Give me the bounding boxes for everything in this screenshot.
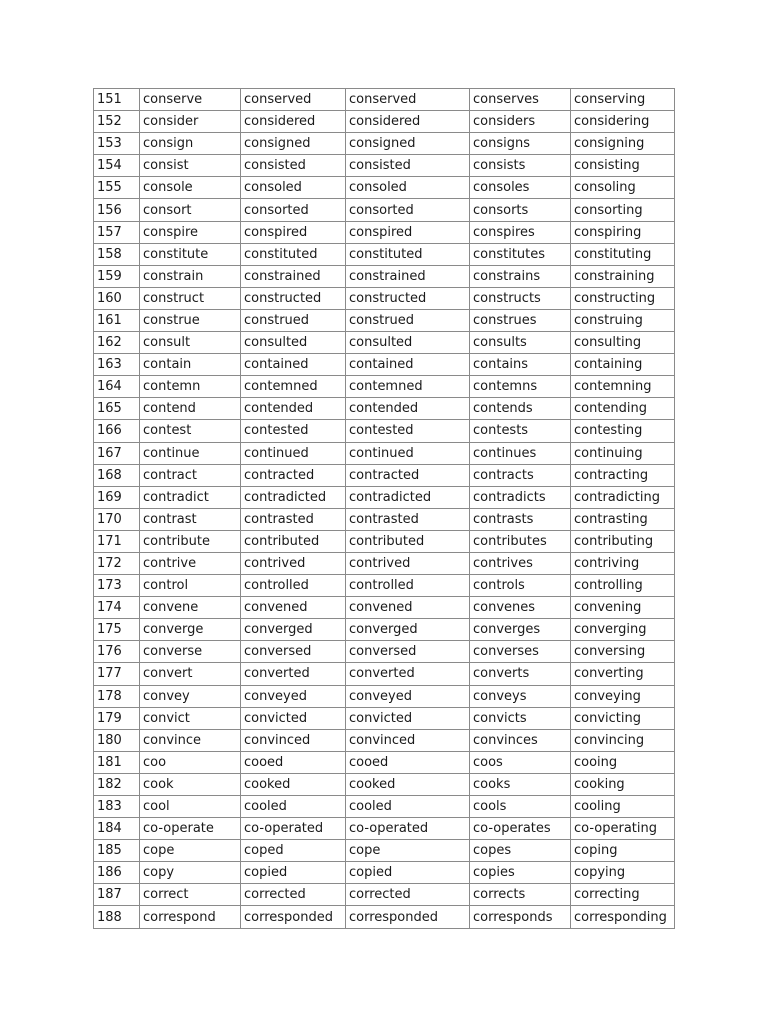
present-participle-cell: controlling [571,575,675,597]
row-number-cell: 176 [94,641,140,663]
base-form-cell: contend [140,398,241,420]
past-participle-cell: continued [346,442,470,464]
third-person-cell: corresponds [470,906,571,928]
table-row [94,442,675,464]
third-person-cell: coos [470,751,571,773]
table-row [94,508,675,530]
row-number-cell: 164 [94,376,140,398]
past-tense-cell: consigned [241,133,346,155]
past-participle-cell: cooked [346,773,470,795]
present-participle-cell: contesting [571,420,675,442]
present-participle-cell: contributing [571,530,675,552]
table-row [94,332,675,354]
row-number-cell: 181 [94,751,140,773]
row-number-cell: 174 [94,597,140,619]
row-number-cell: 153 [94,133,140,155]
third-person-cell: contains [470,354,571,376]
row-number-cell: 151 [94,89,140,111]
past-tense-cell: contested [241,420,346,442]
row-number-cell: 179 [94,707,140,729]
past-participle-cell: conserved [346,89,470,111]
row-number-cell: 186 [94,862,140,884]
present-participle-cell: correcting [571,884,675,906]
past-participle-cell: constituted [346,243,470,265]
table-row [94,729,675,751]
table-row [94,575,675,597]
base-form-cell: contribute [140,530,241,552]
past-participle-cell: converted [346,663,470,685]
base-form-cell: contract [140,464,241,486]
third-person-cell: contends [470,398,571,420]
base-form-cell: consult [140,332,241,354]
table-row [94,265,675,287]
past-tense-cell: coped [241,840,346,862]
row-number-cell: 177 [94,663,140,685]
row-number-cell: 180 [94,729,140,751]
third-person-cell: conserves [470,89,571,111]
base-form-cell: cope [140,840,241,862]
row-number-cell: 172 [94,552,140,574]
table-row [94,133,675,155]
present-participle-cell: cooling [571,796,675,818]
present-participle-cell: coping [571,840,675,862]
base-form-cell: continue [140,442,241,464]
base-form-cell: correct [140,884,241,906]
table-row [94,818,675,840]
present-participle-cell: copying [571,862,675,884]
past-participle-cell: contrasted [346,508,470,530]
table-row [94,906,675,928]
past-tense-cell: conversed [241,641,346,663]
row-number-cell: 166 [94,420,140,442]
row-number-cell: 168 [94,464,140,486]
table-row [94,89,675,111]
third-person-cell: consults [470,332,571,354]
table-row [94,309,675,331]
table-row [94,663,675,685]
base-form-cell: construct [140,287,241,309]
base-form-cell: construe [140,309,241,331]
row-number-cell: 171 [94,530,140,552]
present-participle-cell: contending [571,398,675,420]
base-form-cell: consort [140,199,241,221]
present-participle-cell: contracting [571,464,675,486]
base-form-cell: consider [140,111,241,133]
table-row [94,199,675,221]
present-participle-cell: conversing [571,641,675,663]
past-tense-cell: consoled [241,177,346,199]
present-participle-cell: cooing [571,751,675,773]
table-row [94,155,675,177]
base-form-cell: constitute [140,243,241,265]
base-form-cell: contradict [140,486,241,508]
past-tense-cell: consorted [241,199,346,221]
past-tense-cell: consisted [241,155,346,177]
row-number-cell: 173 [94,575,140,597]
present-participle-cell: considering [571,111,675,133]
base-form-cell: co-operate [140,818,241,840]
third-person-cell: copes [470,840,571,862]
third-person-cell: co-operates [470,818,571,840]
base-form-cell: consign [140,133,241,155]
past-participle-cell: contended [346,398,470,420]
base-form-cell: converge [140,619,241,641]
table-row [94,884,675,906]
base-form-cell: contest [140,420,241,442]
table-row [94,552,675,574]
past-tense-cell: contended [241,398,346,420]
base-form-cell: converse [140,641,241,663]
past-tense-cell: convened [241,597,346,619]
third-person-cell: converts [470,663,571,685]
past-participle-cell: contracted [346,464,470,486]
past-participle-cell: controlled [346,575,470,597]
past-tense-cell: continued [241,442,346,464]
base-form-cell: console [140,177,241,199]
table-row [94,221,675,243]
present-participle-cell: continuing [571,442,675,464]
present-participle-cell: contradicting [571,486,675,508]
past-participle-cell: convinced [346,729,470,751]
verb-forms-table [93,88,675,929]
present-participle-cell: convening [571,597,675,619]
row-number-cell: 183 [94,796,140,818]
third-person-cell: considers [470,111,571,133]
third-person-cell: controls [470,575,571,597]
present-participle-cell: corresponding [571,906,675,928]
past-participle-cell: conveyed [346,685,470,707]
past-participle-cell: conversed [346,641,470,663]
third-person-cell: consorts [470,199,571,221]
row-number-cell: 154 [94,155,140,177]
row-number-cell: 158 [94,243,140,265]
row-number-cell: 188 [94,906,140,928]
third-person-cell: convenes [470,597,571,619]
table-row [94,862,675,884]
table-row [94,707,675,729]
base-form-cell: contemn [140,376,241,398]
table-row [94,376,675,398]
third-person-cell: copies [470,862,571,884]
table-row [94,111,675,133]
third-person-cell: constructs [470,287,571,309]
verb-table-body [94,89,675,929]
past-participle-cell: corrected [346,884,470,906]
past-tense-cell: converted [241,663,346,685]
table-row [94,398,675,420]
past-tense-cell: contrived [241,552,346,574]
past-participle-cell: contrived [346,552,470,574]
present-participle-cell: co-operating [571,818,675,840]
row-number-cell: 155 [94,177,140,199]
base-form-cell: correspond [140,906,241,928]
past-tense-cell: copied [241,862,346,884]
table-row [94,751,675,773]
row-number-cell: 184 [94,818,140,840]
row-number-cell: 159 [94,265,140,287]
third-person-cell: contrasts [470,508,571,530]
present-participle-cell: consulting [571,332,675,354]
third-person-cell: contemns [470,376,571,398]
present-participle-cell: contrasting [571,508,675,530]
row-number-cell: 156 [94,199,140,221]
past-participle-cell: considered [346,111,470,133]
base-form-cell: consist [140,155,241,177]
past-tense-cell: contracted [241,464,346,486]
past-tense-cell: consulted [241,332,346,354]
third-person-cell: cooks [470,773,571,795]
row-number-cell: 169 [94,486,140,508]
table-row [94,597,675,619]
third-person-cell: consoles [470,177,571,199]
past-participle-cell: corresponded [346,906,470,928]
table-row [94,685,675,707]
third-person-cell: consigns [470,133,571,155]
row-number-cell: 157 [94,221,140,243]
table-row [94,420,675,442]
row-number-cell: 175 [94,619,140,641]
present-participle-cell: convicting [571,707,675,729]
present-participle-cell: converting [571,663,675,685]
past-participle-cell: consigned [346,133,470,155]
present-participle-cell: constructing [571,287,675,309]
base-form-cell: cool [140,796,241,818]
past-tense-cell: conspired [241,221,346,243]
base-form-cell: conspire [140,221,241,243]
present-participle-cell: conserving [571,89,675,111]
past-participle-cell: co-operated [346,818,470,840]
past-tense-cell: cooked [241,773,346,795]
row-number-cell: 162 [94,332,140,354]
base-form-cell: contrast [140,508,241,530]
past-participle-cell: contained [346,354,470,376]
third-person-cell: convinces [470,729,571,751]
third-person-cell: continues [470,442,571,464]
table-row [94,243,675,265]
past-tense-cell: constituted [241,243,346,265]
third-person-cell: contracts [470,464,571,486]
third-person-cell: constitutes [470,243,571,265]
past-participle-cell: converged [346,619,470,641]
third-person-cell: convicts [470,707,571,729]
past-participle-cell: contradicted [346,486,470,508]
table-row [94,773,675,795]
third-person-cell: converses [470,641,571,663]
past-participle-cell: contributed [346,530,470,552]
past-tense-cell: contrasted [241,508,346,530]
table-row [94,287,675,309]
base-form-cell: contain [140,354,241,376]
row-number-cell: 170 [94,508,140,530]
third-person-cell: construes [470,309,571,331]
third-person-cell: contrives [470,552,571,574]
present-participle-cell: contemning [571,376,675,398]
past-tense-cell: contributed [241,530,346,552]
third-person-cell: converges [470,619,571,641]
row-number-cell: 178 [94,685,140,707]
past-tense-cell: co-operated [241,818,346,840]
past-tense-cell: contemned [241,376,346,398]
present-participle-cell: constituting [571,243,675,265]
present-participle-cell: consoling [571,177,675,199]
base-form-cell: copy [140,862,241,884]
third-person-cell: conveys [470,685,571,707]
past-tense-cell: conserved [241,89,346,111]
past-tense-cell: controlled [241,575,346,597]
present-participle-cell: constraining [571,265,675,287]
past-participle-cell: cooed [346,751,470,773]
third-person-cell: corrects [470,884,571,906]
past-participle-cell: constructed [346,287,470,309]
past-participle-cell: consorted [346,199,470,221]
past-participle-cell: construed [346,309,470,331]
past-tense-cell: converged [241,619,346,641]
past-participle-cell: copied [346,862,470,884]
present-participle-cell: conspiring [571,221,675,243]
past-participle-cell: consoled [346,177,470,199]
base-form-cell: convene [140,597,241,619]
row-number-cell: 182 [94,773,140,795]
table-row [94,619,675,641]
third-person-cell: constrains [470,265,571,287]
table-row [94,840,675,862]
past-participle-cell: cooled [346,796,470,818]
present-participle-cell: cooking [571,773,675,795]
base-form-cell: cook [140,773,241,795]
present-participle-cell: consisting [571,155,675,177]
past-tense-cell: contained [241,354,346,376]
past-tense-cell: conveyed [241,685,346,707]
past-participle-cell: contested [346,420,470,442]
table-row [94,641,675,663]
past-participle-cell: consulted [346,332,470,354]
base-form-cell: convert [140,663,241,685]
table-row [94,177,675,199]
row-number-cell: 160 [94,287,140,309]
table-row [94,354,675,376]
table-row [94,464,675,486]
present-participle-cell: construing [571,309,675,331]
row-number-cell: 152 [94,111,140,133]
present-participle-cell: containing [571,354,675,376]
present-participle-cell: converging [571,619,675,641]
base-form-cell: convey [140,685,241,707]
past-tense-cell: convicted [241,707,346,729]
past-tense-cell: corresponded [241,906,346,928]
row-number-cell: 187 [94,884,140,906]
past-tense-cell: convinced [241,729,346,751]
table-row [94,796,675,818]
present-participle-cell: convincing [571,729,675,751]
present-participle-cell: conveying [571,685,675,707]
table-row [94,530,675,552]
third-person-cell: contributes [470,530,571,552]
past-tense-cell: constrained [241,265,346,287]
past-tense-cell: considered [241,111,346,133]
base-form-cell: constrain [140,265,241,287]
row-number-cell: 185 [94,840,140,862]
base-form-cell: convince [140,729,241,751]
past-tense-cell: corrected [241,884,346,906]
past-participle-cell: cope [346,840,470,862]
past-participle-cell: conspired [346,221,470,243]
past-participle-cell: contemned [346,376,470,398]
base-form-cell: coo [140,751,241,773]
past-participle-cell: convicted [346,707,470,729]
present-participle-cell: consigning [571,133,675,155]
row-number-cell: 165 [94,398,140,420]
row-number-cell: 161 [94,309,140,331]
third-person-cell: contradicts [470,486,571,508]
base-form-cell: convict [140,707,241,729]
third-person-cell: contests [470,420,571,442]
past-tense-cell: construed [241,309,346,331]
past-tense-cell: constructed [241,287,346,309]
third-person-cell: consists [470,155,571,177]
base-form-cell: contrive [140,552,241,574]
row-number-cell: 163 [94,354,140,376]
third-person-cell: conspires [470,221,571,243]
past-participle-cell: consisted [346,155,470,177]
base-form-cell: control [140,575,241,597]
base-form-cell: conserve [140,89,241,111]
past-tense-cell: cooed [241,751,346,773]
row-number-cell: 167 [94,442,140,464]
past-participle-cell: convened [346,597,470,619]
past-participle-cell: constrained [346,265,470,287]
past-tense-cell: cooled [241,796,346,818]
table-row [94,486,675,508]
present-participle-cell: contriving [571,552,675,574]
past-tense-cell: contradicted [241,486,346,508]
present-participle-cell: consorting [571,199,675,221]
third-person-cell: cools [470,796,571,818]
